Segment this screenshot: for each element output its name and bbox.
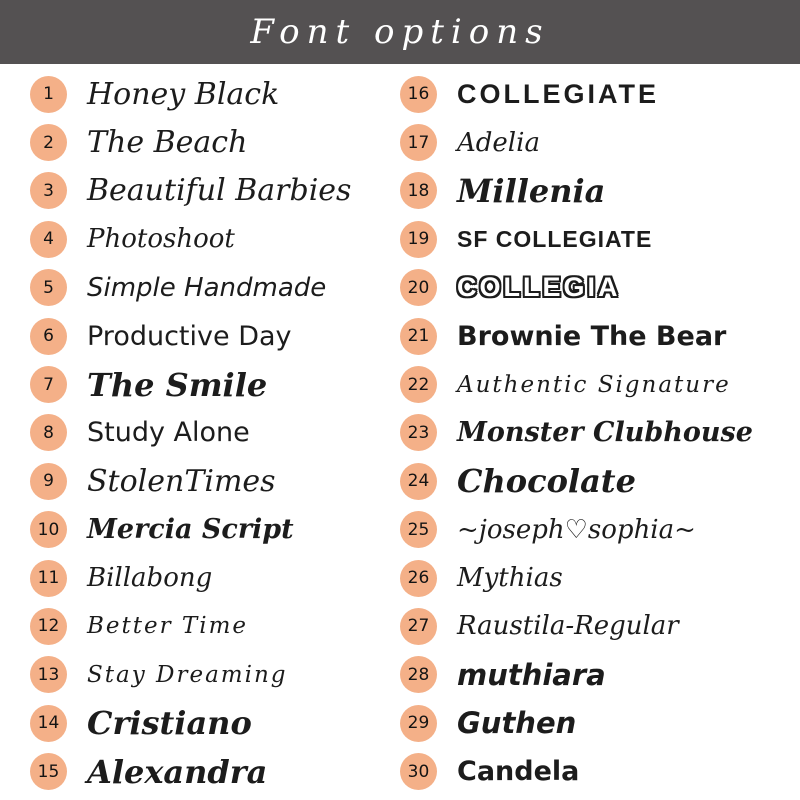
number-badge: 9: [30, 463, 67, 500]
font-sample: The Beach: [87, 125, 248, 161]
font-list-item: [400, 215, 800, 263]
font-sample: Billabong: [87, 563, 213, 594]
number-badge: 28: [400, 656, 437, 693]
font-sample: Better Time: [87, 613, 249, 640]
font-sample: COLLEGIATE: [457, 78, 659, 109]
number-badge: 3: [30, 172, 67, 209]
number-badge: 27: [400, 608, 437, 645]
font-sample: Alexandra: [87, 752, 268, 791]
font-sample: muthiara: [457, 657, 606, 692]
font-list-item: [30, 506, 400, 554]
font-sample: Guthen: [457, 706, 577, 741]
font-list-item: [400, 651, 800, 699]
font-list-item: [30, 215, 400, 263]
font-column-left: [0, 70, 400, 798]
font-list-item: [30, 70, 400, 118]
font-list-item: [400, 457, 800, 505]
font-list-item: [30, 264, 400, 312]
font-list-item: [400, 554, 800, 602]
font-list-item: [400, 699, 800, 747]
number-badge: 22: [400, 366, 437, 403]
number-badge: 18: [400, 172, 437, 209]
font-list-item: [30, 651, 400, 699]
font-list-item: [400, 312, 800, 360]
font-sample: Mercia Script: [87, 514, 294, 546]
number-badge: 5: [30, 269, 67, 306]
number-badge: 20: [400, 269, 437, 306]
number-badge: 29: [400, 705, 437, 742]
font-list-item: [400, 602, 800, 650]
font-sample: Adelia: [457, 127, 540, 158]
number-badge: 10: [30, 511, 67, 548]
page-title: Font options: [250, 12, 550, 52]
number-badge: 15: [30, 753, 67, 790]
font-list-item: [400, 264, 800, 312]
font-sample: Monster Clubhouse: [457, 417, 753, 449]
font-list-item: [400, 118, 800, 166]
font-list-item: [400, 409, 800, 457]
number-badge: 25: [400, 511, 437, 548]
font-list-item: [30, 747, 400, 795]
number-badge: 6: [30, 318, 67, 355]
font-list-item: [400, 747, 800, 795]
font-sample: SF COLLEGIATE: [457, 225, 653, 252]
number-badge: 1: [30, 76, 67, 113]
font-list-item: [30, 699, 400, 747]
font-list-item: [30, 167, 400, 215]
number-badge: 4: [30, 221, 67, 258]
font-sample: COLLEGIA: [457, 272, 621, 303]
font-sample: StolenTimes: [87, 463, 276, 499]
font-list-item: [400, 70, 800, 118]
number-badge: 24: [400, 463, 437, 500]
font-list-item: [30, 312, 400, 360]
font-list-item: [30, 409, 400, 457]
number-badge: 12: [30, 608, 67, 645]
font-list-item: [30, 457, 400, 505]
font-sample: Cristiano: [87, 704, 252, 743]
number-badge: 19: [400, 221, 437, 258]
font-sample: Stay Dreaming: [87, 661, 288, 688]
font-sample: Study Alone: [87, 417, 250, 449]
number-badge: 26: [400, 560, 437, 597]
font-sample: The Smile: [87, 365, 268, 404]
font-list-item: [400, 506, 800, 554]
font-list-item: [400, 360, 800, 408]
font-list: [0, 70, 800, 798]
font-list-item: [30, 602, 400, 650]
font-column-right: [400, 70, 800, 798]
font-sample: Simple Handmade: [87, 272, 327, 303]
number-badge: 30: [400, 753, 437, 790]
font-sample: Photoshoot: [87, 224, 235, 255]
font-sample: Mythias: [457, 563, 563, 594]
number-badge: 2: [30, 124, 67, 161]
font-list-item: [30, 554, 400, 602]
font-sample: Candela: [457, 756, 580, 788]
number-badge: 11: [30, 560, 67, 597]
font-list-item: [400, 167, 800, 215]
font-sample: Honey Black: [87, 76, 280, 112]
font-sample: Chocolate: [457, 462, 636, 501]
font-list-item: [30, 360, 400, 408]
font-sample: Millenia: [457, 171, 606, 210]
font-list-item: [30, 118, 400, 166]
number-badge: 17: [400, 124, 437, 161]
number-badge: 8: [30, 414, 67, 451]
number-badge: 7: [30, 366, 67, 403]
number-badge: 21: [400, 318, 437, 355]
header-banner: [0, 0, 800, 64]
font-sample: Raustila-Regular: [457, 611, 679, 642]
font-sample: Productive Day: [87, 320, 292, 352]
number-badge: 14: [30, 705, 67, 742]
font-sample: Authentic Signature: [457, 371, 731, 398]
number-badge: 23: [400, 414, 437, 451]
font-sample: Brownie The Bear: [457, 320, 727, 352]
number-badge: 13: [30, 656, 67, 693]
font-sample: Beautiful Barbies: [87, 173, 352, 209]
number-badge: 16: [400, 76, 437, 113]
font-sample: ~joseph♡sophia~: [457, 514, 696, 545]
